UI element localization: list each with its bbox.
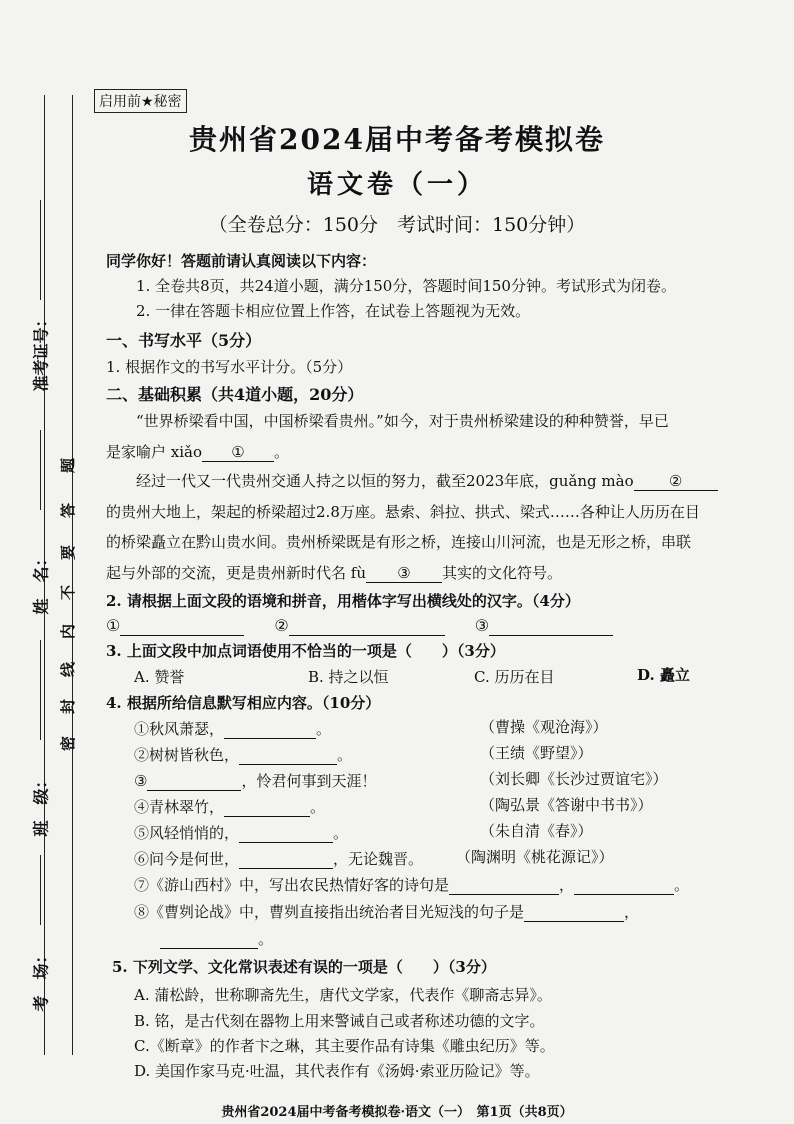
q4-item: ③ ，怜君何事到天涯！ bbox=[134, 772, 377, 790]
q2-answer-blanks: ① ② ③ bbox=[106, 616, 613, 636]
q2-blank-1[interactable] bbox=[120, 616, 244, 636]
q3-option[interactable]: D. 矗立 bbox=[637, 666, 690, 684]
q4-item: 。 bbox=[160, 928, 273, 949]
exam-info: （全卷总分：150分 考试时间：150分钟） bbox=[208, 214, 586, 236]
exam-subtitle: 语文卷（一） bbox=[306, 170, 487, 200]
part2-heading: 二、基础积累（共4道小题，20分） bbox=[106, 385, 364, 404]
q4-item: ②树树皆秋色， 。 bbox=[134, 746, 353, 764]
q4-item: ⑦《游山西村》中，写出农民热情好客的诗句是 ， 。 bbox=[134, 876, 690, 894]
q5-option[interactable]: C.《断章》的作者卞之琳，其主要作品有诗集《雕虫纪历》等。 bbox=[134, 1037, 555, 1055]
q4-source: （王绩《野望》） bbox=[480, 744, 593, 762]
notice-item: 2. 一律在答题卡相应位置上作答，在试卷上答题视为无效。 bbox=[136, 302, 531, 320]
q5-option[interactable]: B. 铭，是古代刻在器物上用来警诫自己或者称述功德的文字。 bbox=[134, 1012, 545, 1030]
q4-source: （陶弘景《答谢中书书》） bbox=[480, 796, 653, 814]
q4-blank[interactable] bbox=[239, 824, 333, 843]
part1-heading: 一、书写水平（5分） bbox=[106, 331, 262, 350]
q4-blank[interactable] bbox=[239, 850, 333, 869]
passage-line: “世界桥梁看中国，中国桥梁看贵州。”如今，对于贵州桥梁建设的种种赞誉，早已 bbox=[136, 412, 669, 430]
q4-item: ⑤风轻悄悄的， 。 bbox=[134, 824, 349, 842]
exam-room-label: 考 场： bbox=[31, 947, 51, 1012]
question-5: 5. 下列文学、文化常识表述有误的一项是（ ）（3分） bbox=[112, 958, 496, 976]
passage-line: 是家喻户 xiǎo ① 。 bbox=[106, 443, 290, 461]
question-1: 1. 根据作文的书写水平计分。（5分） bbox=[106, 358, 353, 376]
q4-item: ①秋风萧瑟， 。 bbox=[134, 720, 332, 738]
name-label: 姓 名： bbox=[31, 550, 51, 615]
q5-option[interactable]: D. 美国作家马克·吐温，其代表作有《汤姆·索亚历险记》等。 bbox=[134, 1062, 540, 1080]
q4-blank[interactable] bbox=[524, 903, 624, 922]
exam-title: 贵州省2024届中考备考模拟卷 bbox=[189, 123, 605, 156]
notice-item: 1. 全卷共8页，共24道小题，满分150分，答题时间150分钟。考试形式为闭卷。 bbox=[136, 277, 676, 295]
q4-item: ④青林翠竹， 。 bbox=[134, 798, 326, 816]
q4-blank[interactable] bbox=[574, 876, 674, 895]
q4-source: （陶渊明《桃花源记》） bbox=[456, 848, 614, 866]
q4-blank[interactable] bbox=[224, 798, 310, 817]
passage-line: 经过一代又一代贵州交通人持之以恒的努力，截至2023年底，guǎng mào ② bbox=[136, 470, 718, 491]
question-4: 4. 根据所给信息默写相应内容。（10分） bbox=[106, 694, 381, 712]
passage-line: 起与外部的交流，更是贵州新时代名 fù ③ 其实的文化符号。 bbox=[106, 564, 562, 582]
q4-item: ⑧《曹刿论战》中，曹刿直接指出统治者目光短浅的句子是 ， bbox=[134, 903, 640, 921]
q2-blank-3[interactable] bbox=[489, 616, 613, 636]
q4-item: ⑥问今是何世， ，无论魏晋。 bbox=[134, 850, 424, 868]
q3-option[interactable]: C. 历历在目 bbox=[474, 668, 555, 686]
q4-blank[interactable] bbox=[160, 930, 258, 949]
blank-3[interactable]: ③ bbox=[366, 564, 442, 583]
q3-option[interactable]: A. 赞誉 bbox=[134, 668, 185, 686]
q4-blank[interactable] bbox=[147, 772, 241, 791]
q4-source: （曹操《观沧海》） bbox=[480, 718, 608, 736]
page-footer: 贵州省2024届中考备考模拟卷·语文（一） 第1页（共8页） bbox=[221, 1105, 573, 1120]
class-field[interactable] bbox=[40, 640, 41, 740]
passage-line: 的桥梁矗立在黔山贵水间。贵州桥梁既是有形之桥，连接山川河流，也是无形之桥，串联 bbox=[106, 533, 692, 551]
exam-room-field[interactable] bbox=[40, 855, 41, 925]
passage-line: 的贵州大地上，架起的桥梁超过2.8万座。悬索、斜拉、拱式、梁式……各种让人历历在目 bbox=[106, 503, 700, 521]
name-field[interactable] bbox=[40, 430, 41, 510]
question-3: 3. 上面文段中加点词语使用不恰当的一项是（ ）（3分） bbox=[106, 642, 505, 660]
admission-number-label: 准考证号： bbox=[31, 311, 51, 392]
binding-line-inner bbox=[72, 95, 73, 1055]
q4-blank[interactable] bbox=[224, 720, 316, 739]
q4-blank[interactable] bbox=[239, 746, 337, 765]
notice-heading: 同学你好！答题前请认真阅读以下内容： bbox=[106, 252, 377, 270]
q2-blank-2[interactable] bbox=[289, 616, 445, 636]
blank-1[interactable]: ① bbox=[202, 443, 274, 462]
q4-blank[interactable] bbox=[449, 876, 559, 895]
q4-source: （刘长卿《长沙过贾谊宅》） bbox=[480, 770, 668, 788]
secret-label: 启用前★秘密 bbox=[94, 89, 187, 113]
class-label: 班 级： bbox=[31, 772, 51, 837]
q4-source: （朱自清《春》） bbox=[480, 822, 593, 840]
q3-option[interactable]: B. 持之以恒 bbox=[308, 668, 389, 686]
question-2: 2. 请根据上面文段的语境和拼音，用楷体字写出横线处的汉字。（4分） bbox=[106, 592, 580, 610]
q5-option[interactable]: A. 蒲松龄，世称聊斋先生，唐代文学家，代表作《聊斋志异》。 bbox=[134, 986, 552, 1004]
blank-2[interactable]: ② bbox=[634, 472, 718, 491]
